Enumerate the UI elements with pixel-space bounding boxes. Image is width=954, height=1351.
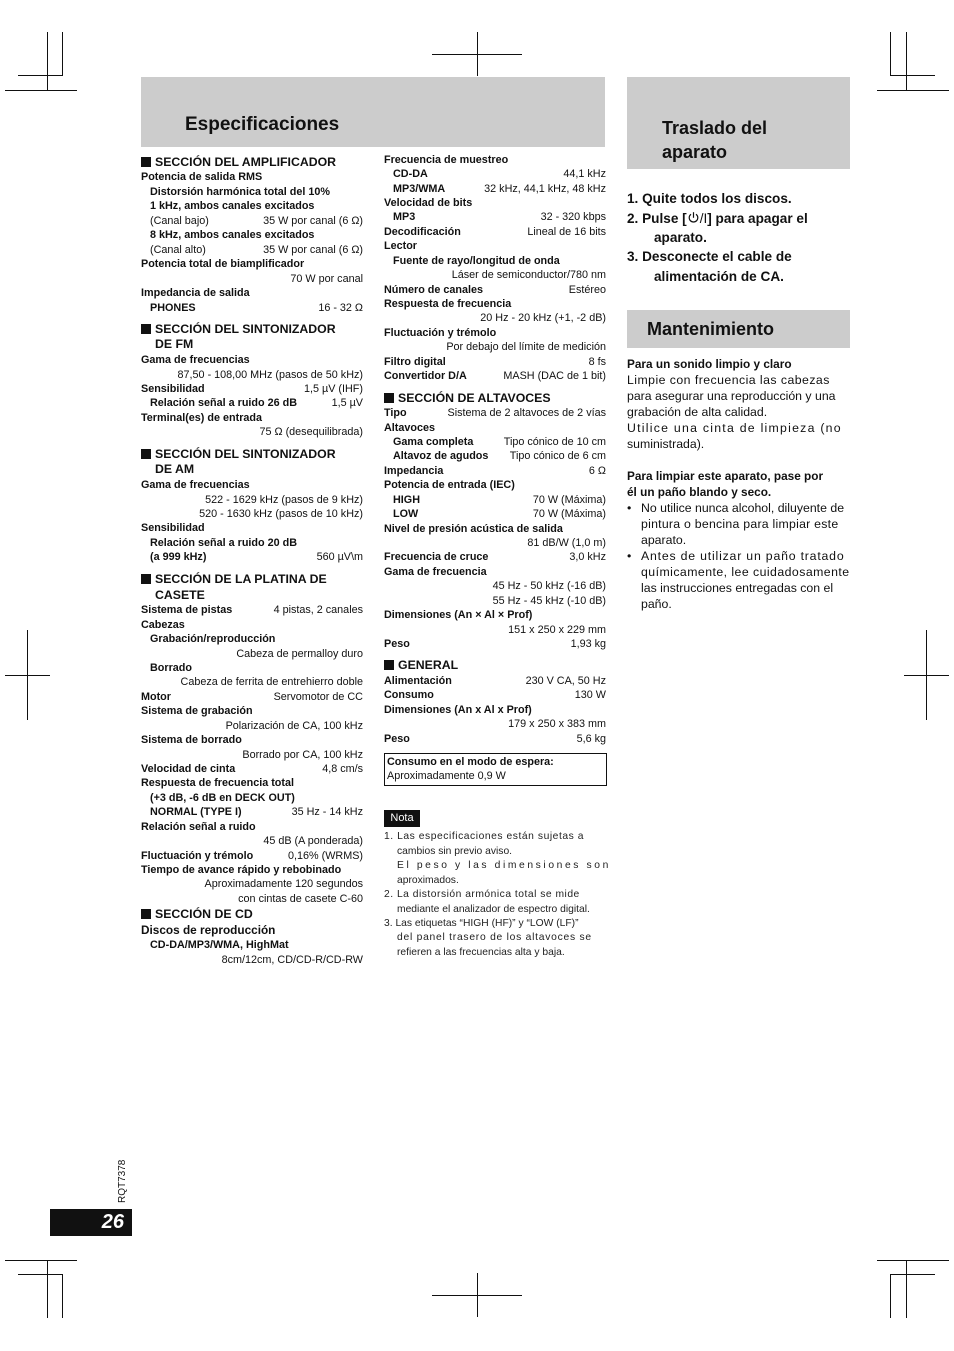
fm-term-value: 75 Ω (desequilibrada) — [259, 426, 363, 438]
cd-freq-value: 20 Hz - 20 kHz (+1, -2 dB) — [480, 312, 606, 324]
cass-freq: Respuesta de frecuencia total — [141, 777, 295, 789]
cass-erase: Borrado — [150, 662, 192, 674]
cass-erasesys: Sistema de borrado — [141, 734, 242, 746]
cass-snr: Relación señal a ruido — [141, 821, 256, 833]
spk-range-1: 45 Hz - 50 kHz (-16 dB) — [492, 580, 606, 592]
standby-box — [384, 753, 607, 786]
cd-wow: Fluctuación y trémolo — [384, 327, 497, 339]
traslado-step-2b: aparato. — [654, 230, 707, 245]
mant-b1a: No utilice nunca alcohol, diluyente de — [641, 501, 845, 515]
nota-badge-label: Nota — [390, 812, 414, 824]
spk-spl-value: 81 dB/W (1,0 m) — [527, 537, 606, 549]
spk-weight: Peso — [384, 638, 410, 650]
cass-deck: (+3 dB, -6 dB en DECK OUT) — [150, 792, 295, 804]
cass-motor: Motor — [141, 691, 171, 703]
mant-p1c: grabación de alta calidad. — [627, 405, 768, 419]
cd-cdda-value: 44,1 kHz — [563, 168, 606, 180]
cass-wow: Fluctuación y trémolo — [141, 850, 254, 862]
cd-formats-value: 8cm/12cm, CD/CD-R/CD-RW — [221, 954, 363, 966]
gen-cons: Consumo — [384, 689, 434, 701]
cd-reader: Lector — [384, 240, 417, 252]
spk-type-value: Sistema de 2 altavoces de 2 vías — [447, 407, 606, 419]
cass-motor-value: Servomotor de CC — [273, 691, 363, 703]
nota-2a: 2. La distorsión armónica total se mide — [384, 889, 580, 900]
cass-speed: Velocidad de cinta — [141, 763, 236, 775]
am-at: (a 999 kHz) — [150, 551, 207, 563]
mant-p1a: Limpie con frecuencia las cabezas — [627, 373, 830, 387]
traslado-title-line1: Traslado del — [662, 118, 768, 138]
amp-biamp-value: 70 W por canal — [290, 273, 363, 285]
nota-1a: 1. Las especificaciones están sujetas a — [384, 831, 585, 842]
page-number: 26 — [101, 1211, 124, 1233]
mant-b2a: Antes de utilizar un paño tratado — [641, 549, 845, 563]
cd-dac: Convertidor D/A — [384, 370, 467, 382]
traslado-step-3b: alimentación de CA. — [654, 269, 784, 284]
spk-low-value: 70 W (Máxima) — [532, 508, 606, 520]
mant-b2d: paño. — [641, 597, 672, 611]
gen-cons-value: 130 W — [574, 689, 606, 701]
mant-heading-1: Para un sonido limpio y claro — [627, 357, 792, 371]
cass-snr-value: 45 dB (A ponderada) — [263, 835, 363, 847]
nota-3a: 3. Las etiquetas “HIGH (HF)” y “LOW (LF)” — [384, 918, 579, 929]
cd-formats: CD-DA/MP3/WMA, HighMat — [150, 939, 289, 951]
gen-heading: GENERAL — [384, 658, 458, 674]
nota-3c: refieren a las frecuencias alta y baja. — [397, 947, 565, 958]
mant-p1b: para asegurar una reproducción y una — [627, 389, 836, 403]
mant-b2b: químicamente, lee cuidadosamente — [641, 565, 850, 579]
cd-mp3: MP3 — [393, 211, 416, 223]
spk-cross-value: 3,0 kHz — [569, 551, 606, 563]
am-gama-2: 520 - 1630 kHz (pasos de 10 kHz) — [199, 508, 363, 520]
mant-p2b: suministrada). — [627, 437, 705, 451]
cd-mp3wma: MP3/WMA — [393, 183, 446, 195]
spk-full: Gama completa — [393, 436, 474, 448]
am-heading-2: DE AM — [155, 462, 195, 476]
power-standby-icon — [687, 211, 700, 224]
am-sens: Sensibilidad — [141, 522, 205, 534]
cass-ff-value-2: con cintas de casete C-60 — [238, 893, 363, 905]
standby-value: Aproximadamente 0,9 W — [387, 770, 506, 782]
mant-b2c: las instrucciones entregadas con el — [641, 581, 834, 595]
nota-1d: aproximados. — [397, 875, 459, 886]
fm-gama: Gama de frecuencias — [141, 354, 250, 366]
cd-filter-value: 8 fs — [588, 356, 606, 368]
fm-gama-value: 87,50 - 108,00 MHz (pasos de 50 kHz) — [177, 369, 363, 381]
spk-dim-value: 151 x 250 x 229 mm — [508, 624, 606, 636]
cd-bitrate: Velocidad de bits — [384, 197, 473, 209]
cass-recsys-value: Polarización de CA, 100 kHz — [225, 720, 363, 732]
cd-heading: SECCIÓN DE CD — [141, 907, 253, 923]
cass-heading-2: CASETE — [155, 588, 205, 602]
doc-code: RQT7378 — [117, 1159, 128, 1203]
cd-laser-value: Láser de semiconductor/780 nm — [451, 269, 606, 281]
cass-heading: SECCIÓN DE LA PLATINA DE — [141, 572, 327, 588]
amp-low-value: 35 W por canal (6 Ω) — [263, 215, 363, 227]
amp-thd: Distorsión harmónica total del 10% — [150, 186, 330, 198]
nota-badge — [384, 810, 420, 827]
mant-heading-2b: él un paño blando y seco. — [627, 485, 772, 499]
amp-high-label: (Canal alto) — [150, 244, 206, 256]
cass-wow-value: 0,16% (WRMS) — [288, 850, 363, 862]
mant-heading-2a: Para limpiar este aparato, pase por — [627, 469, 824, 483]
fm-snr: Relación señal a ruido 26 dB — [150, 397, 298, 409]
fm-heading-2: DE FM — [155, 337, 194, 351]
traslado-title — [662, 116, 767, 164]
gen-weight: Peso — [384, 733, 410, 745]
gen-power-value: 230 V CA, 50 Hz — [525, 675, 606, 687]
cd-channels-value: Estéreo — [568, 284, 606, 296]
cass-recsys: Sistema de grabación — [141, 705, 253, 717]
am-at-value: 560 µV\m — [316, 551, 363, 563]
cd-dac-value: MASH (DAC de 1 bit) — [503, 370, 606, 382]
mant-p2a: Utilice una cinta de limpieza (no — [627, 421, 842, 435]
bullet-2: • — [627, 549, 632, 563]
cd-cdda: CD-DA — [393, 168, 428, 180]
amp-imp: Impedancia de salida — [141, 287, 250, 299]
spk-imp: Impedancia — [384, 465, 444, 477]
traslado-step-2: 2. Pulse [ /I] para apagar el — [627, 211, 808, 226]
spk-low: LOW — [393, 508, 419, 520]
gen-power: Alimentación — [384, 675, 452, 687]
cass-ff: Tiempo de avance rápido y rebobinado — [141, 864, 342, 876]
gen-dim-value: 179 x 250 x 383 mm — [508, 718, 606, 730]
cass-tracks: Sistema de pistas — [141, 604, 233, 616]
cass-heads: Cabezas — [141, 619, 185, 631]
am-heading: SECCIÓN DEL SINTONIZADOR — [141, 447, 336, 463]
spec-title-bar — [141, 77, 605, 147]
nota-1c: El peso y las dimensiones son — [397, 860, 611, 871]
spk-spl: Nivel de presión acústica de salida — [384, 523, 563, 535]
amp-rms: Potencia de salida RMS — [141, 171, 263, 183]
spk-dim: Dimensiones (An × Al × Prof) — [384, 609, 533, 621]
amp-heading: SECCIÓN DEL AMPLIFICADOR — [141, 155, 336, 171]
mant-b1c: aparato. — [641, 533, 687, 547]
mant-title: Mantenimiento — [647, 319, 775, 339]
cd-freq: Respuesta de frecuencia — [384, 298, 512, 310]
spk-cross: Frecuencia de cruce — [384, 551, 489, 563]
traslado-title-bar — [627, 77, 850, 169]
amp-high-value: 35 W por canal (6 Ω) — [263, 244, 363, 256]
am-gama-1: 522 - 1629 kHz (pasos de 9 kHz) — [205, 494, 363, 506]
spk-full-value: Tipo cónico de 10 cm — [503, 436, 606, 448]
cd-sampling: Frecuencia de muestreo — [384, 154, 509, 166]
traslado-title-line2: aparato — [662, 142, 728, 162]
spk-high-value: 70 W (Máxima) — [532, 494, 606, 506]
cass-tracks-value: 4 pistas, 2 canales — [273, 604, 363, 616]
gen-weight-value: 5,6 kg — [576, 733, 606, 745]
spk-imp-value: 6 Ω — [588, 465, 606, 477]
cd-wow-value: Por debajo del límite de medición — [446, 341, 606, 353]
nota-3b: del panel trasero de los altavoces se — [397, 932, 592, 943]
spk-tweeter: Altavoz de agudos — [393, 450, 489, 462]
cass-speed-value: 4,8 cm/s — [322, 763, 363, 775]
cd-discs: Discos de reproducción — [141, 923, 276, 937]
nota-1b: cambios sin previo aviso. — [397, 846, 513, 857]
spk-heading: SECCIÓN DE ALTAVOCES — [384, 391, 551, 407]
cass-rec: Grabación/reproducción — [150, 633, 276, 645]
cass-erasesys-value: Borrado por CA, 100 kHz — [242, 749, 363, 761]
cd-filter: Filtro digital — [384, 356, 446, 368]
am-snr: Relación señal a ruido 20 dB — [150, 537, 298, 549]
mant-b1b: pintura o bencina para limpiar este — [641, 517, 839, 531]
spec-title: Especificaciones — [185, 114, 340, 135]
page-number-box — [50, 1209, 132, 1236]
spk-tweeter-value: Tipo cónico de 6 cm — [509, 450, 606, 462]
fm-term: Terminal(es) de entrada — [141, 412, 263, 424]
nota-2b: mediante el analizador de espectro digital. — [397, 904, 590, 915]
amp-phones: PHONES — [150, 302, 196, 314]
spk-weight-value: 1,93 kg — [570, 638, 606, 650]
cd-channels: Número de canales — [384, 284, 484, 296]
amp-low-label: (Canal bajo) — [150, 215, 209, 227]
cass-rec-value: Cabeza de permalloy duro — [236, 648, 363, 660]
spk-range: Gama de frecuencia — [384, 566, 487, 578]
traslado-step-1: 1. Quite todos los discos. — [627, 191, 792, 206]
cass-ff-value-1: Aproximadamente 120 segundos — [204, 878, 363, 890]
fm-snr-value: 1,5 µV — [331, 397, 363, 409]
amp-1khz: 1 kHz, ambos canales excitados — [150, 200, 315, 212]
amp-biamp: Potencia total de biamplificador — [141, 258, 305, 270]
amp-8khz: 8 kHz, ambos canales excitados — [150, 229, 315, 241]
cd-decode: Decodificación — [384, 226, 461, 238]
standby-label: Consumo en el modo de espera: — [387, 756, 554, 768]
cass-normal: NORMAL (TYPE I) — [150, 806, 242, 818]
bullet-1: • — [627, 501, 632, 515]
cass-erase-value: Cabeza de ferrita de entrehierro doble — [180, 676, 363, 688]
cd-mp3-value: 32 - 320 kbps — [540, 211, 606, 223]
gen-dim: Dimensiones (An x Al x Prof) — [384, 704, 532, 716]
cd-laser: Fuente de rayo/longitud de onda — [393, 255, 560, 267]
cd-decode-value: Lineal de 16 bits — [527, 226, 606, 238]
spk-power: Potencia de entrada (IEC) — [384, 479, 515, 491]
spk-high: HIGH — [393, 494, 420, 506]
traslado-step-3: 3. Desconecte el cable de — [627, 249, 792, 264]
cass-normal-value: 35 Hz - 14 kHz — [291, 806, 363, 818]
spk-altavoces: Altavoces — [384, 422, 436, 434]
fm-heading: SECCIÓN DEL SINTONIZADOR — [141, 322, 336, 338]
spk-range-2: 55 Hz - 45 kHz (-10 dB) — [492, 595, 606, 607]
amp-phones-value: 16 - 32 Ω — [318, 302, 363, 314]
fm-sens-value: 1,5 µV (IHF) — [303, 383, 363, 395]
am-gama: Gama de frecuencias — [141, 479, 250, 491]
cd-mp3wma-value: 32 kHz, 44,1 kHz, 48 kHz — [484, 183, 606, 195]
fm-sens: Sensibilidad — [141, 383, 205, 395]
mant-title-bar — [627, 310, 850, 348]
spk-type: Tipo — [384, 407, 407, 419]
